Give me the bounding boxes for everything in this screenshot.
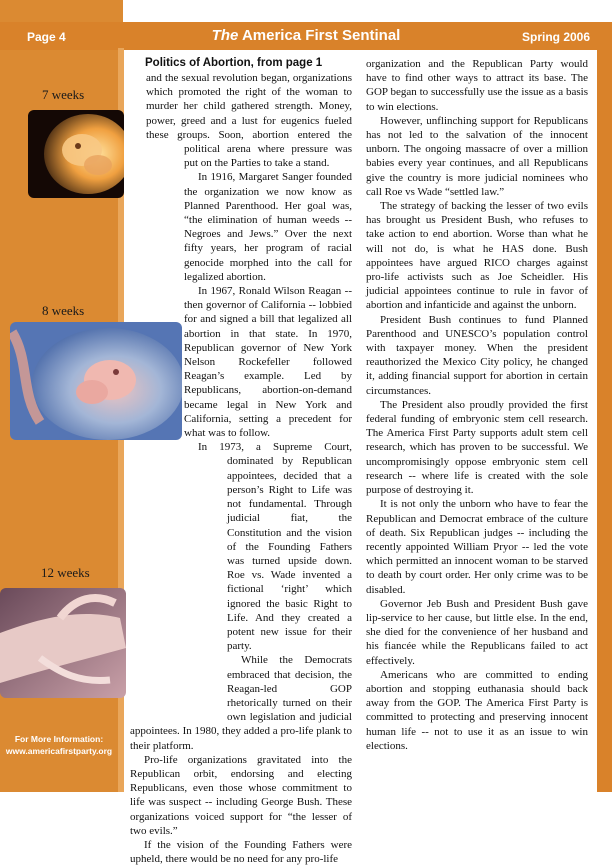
- title-prefix: The: [211, 27, 239, 44]
- paragraph: While the Democrats embraced that decision, the Reagan-led GOP rhetorically turned on their own legislation and judicial appointees. In 1980, they added a pro-life plank to their platform.: [130, 654, 352, 752]
- paragraph: President Bush continues to fund Planned Parenthood and UNESCO’s population control with taxpayer money. When the president reauthorized the Mexico City policy, he changed it, adding financial support for abortion in certain circumstances.: [366, 313, 588, 397]
- paragraph: The President also proudly provided the first federal funding of embryonic stem cell research. The America First Party supports adult stem cell research, which has proven to be successful. We uncompromisingly oppose embryonic stem cell research -- where life is created with the sole purpose of destroying it.: [366, 398, 588, 497]
- label-12-weeks: 12 weeks: [41, 565, 90, 580]
- article-left-column: [130, 71, 352, 866]
- paragraph: It is not only the unborn who have to fear the Republican and Democrat embrace of the culture of death. Six Republican judges -- including the recently appointed William Pryor -- led the vote which permitted an innocent woman to be starved to death by court order. Her only crime was to be disabled.: [366, 498, 588, 596]
- float-spacer-3: [130, 606, 227, 721]
- right-border: [597, 48, 612, 792]
- paragraph: In 1916, Margaret Sanger founded the organization we now know as Planned Parenthood. Her goal was, “the elimination of human weeds -- Negroes and Jews.” Over the next fifty years, her program of racial genocide morphed into the call for legalized abortion.: [184, 171, 352, 283]
- article-right-column: [366, 57, 588, 753]
- fetal-hand-12-weeks-photo: [0, 588, 126, 698]
- issue-date: Spring 2006: [522, 30, 591, 44]
- label-8-weeks: 8 weeks: [42, 303, 85, 318]
- paragraph: Governor Jeb Bush and President Bush gave lip-service to her cause, but little else. In the end, she died for the convenience of her husband and his fiancée while the Republicans failed to act effectively.: [366, 597, 588, 667]
- paragraph: and the sexual revolution began, organizations which promoted the right of the woman to murder her child gathered strength. Money, power, greed and a lust for eugenics fueled these groups. Soon, abortion entered the political arena where pressure was put on the Parties to take a stand.: [146, 72, 352, 170]
- paragraph: Pro-life organizations gravitated into the Republican orbit, endorsing and electing Republicans, even those whose commitment to life was suspect -- including George Bush. These organizations voiced support for “the lesser of two evils.”: [130, 753, 352, 837]
- page-number: Page 4: [27, 30, 66, 44]
- paragraph: In 1973, a Supreme Court, dominated by Republican appointees, decided that a person’s Right to Life was not fundamental. Through judicial fiat, the Constitution and the vision of the Founding Fathers was turned upside down. Roe vs. Wade invented a fictional ‘right’ which ignored the basic Right to Life. And they created a potent new issue for their party.: [198, 441, 352, 653]
- more-info-label: For More Information:: [14, 734, 104, 744]
- paragraph: If the vision of the Founding Fathers were upheld, there would be no need for any pro-life: [130, 838, 352, 866]
- more-info-note: [0, 733, 118, 757]
- embryo-7-weeks-photo: [28, 110, 124, 198]
- paragraph: Americans who are committed to ending abortion and stopping euthanasia should back away from the GOP. The America First Party is committed to protecting and preserving innocent human life -- not to use it as an issue to win elections.: [366, 668, 588, 752]
- paragraph: In 1967, Ronald Wilson Reagan -- then governor of California -- lobbied for and signed a bill that legalized all abortion in that state. In 1970, Republican governor of New York Nelson Rockefeller followed Reagan’s example. Led by Republicans, abortion-on-demand became legal in New York and California, setting a precedent for what was to follow.: [184, 285, 352, 440]
- paragraph: However, unflinching support for Republicans has not led to the salvation of the innocent unborn. The ongoing massacre of over a million babies every year continues, and all Republicans give the country is more judicial nominees who call Roe vs Wade “settled law.”: [366, 114, 588, 198]
- label-7-weeks: 7 weeks: [42, 87, 85, 102]
- newsletter-title: [0, 27, 612, 44]
- title-main: America First Sentinal: [238, 27, 401, 44]
- float-spacer-2: [130, 327, 184, 458]
- website-link[interactable]: www.americafirstparty.org: [5, 746, 113, 756]
- article-title: Politics of Abortion, from page 1: [145, 57, 323, 69]
- paragraph: organization and the Republican Party would have to find other ways to attract its base. The GOP began to successfully use the issue as a basis to win elections.: [366, 58, 588, 113]
- paragraph: The strategy of backing the lesser of two evils has brought us President Bush, who refuses to take action to end abortion. Worse than what he will not do, is what he HAS done. Bush appointees have argued RICO charges against pro-life activists such as Joe Scheidler. His judicial appointees continue to rule in favor of abortion and infanticide and against the unborn.: [366, 200, 588, 312]
- float-spacer-1: [130, 85, 146, 155]
